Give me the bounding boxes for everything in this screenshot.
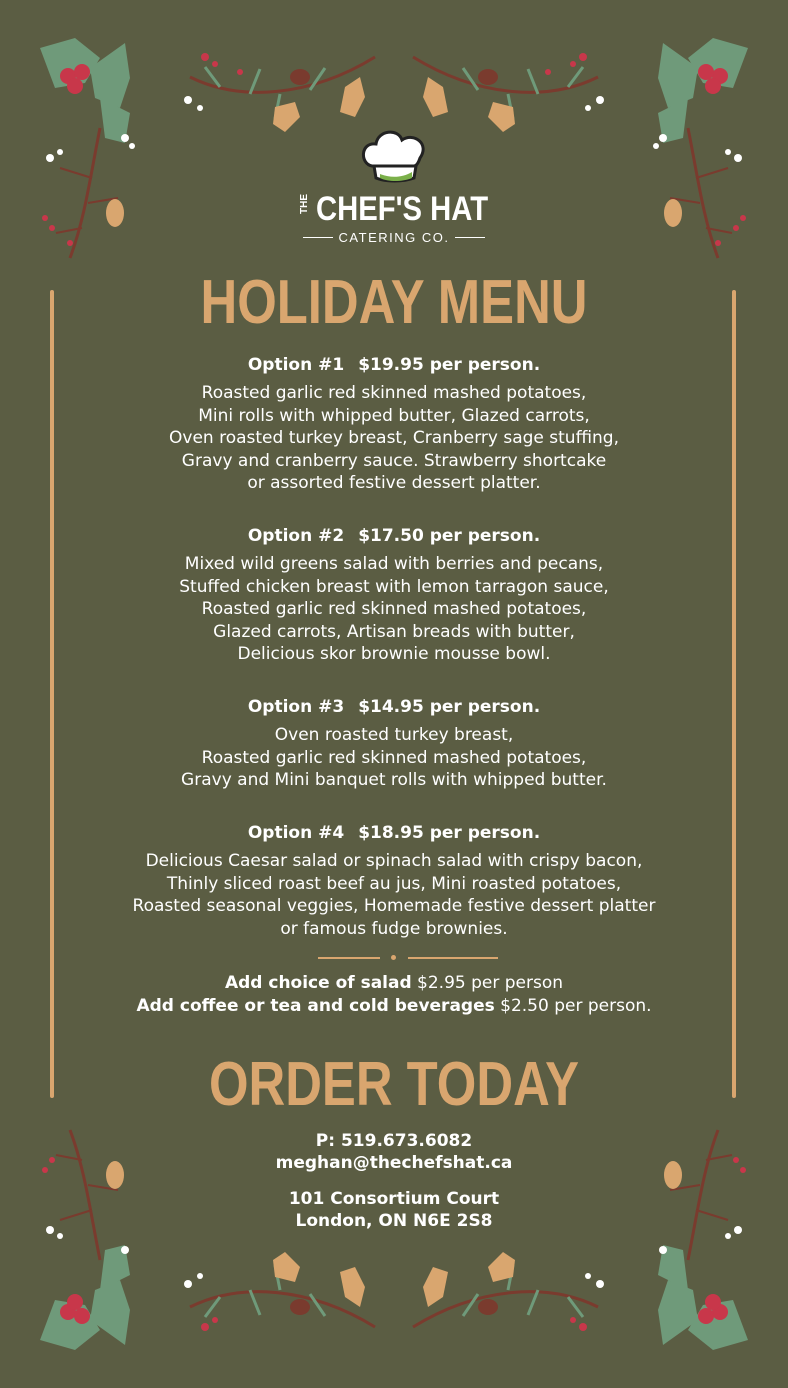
menu-line: Thinly sliced roast beef au jus, Mini roasted potatoes,: [166, 873, 622, 894]
address-line-2: London, ON N6E 2S8: [295, 1211, 493, 1231]
menu-option-3: [0, 696, 788, 792]
option-title: [0, 525, 788, 547]
holly-corner-top-left-icon: [30, 28, 150, 268]
menu-line: Oven roasted turkey breast, Cranberry sage stuffing,: [169, 428, 619, 448]
option-price: $17.50 per person.: [358, 526, 541, 546]
brand-the-label: THE: [299, 194, 310, 214]
brand-logo: [294, 126, 494, 251]
addon-price: $2.95 per person: [411, 973, 564, 993]
menu-line: Gravy and Mini banquet rolls with whipped butter.: [181, 770, 607, 790]
subtitle-rule-right: [455, 237, 485, 239]
contact-phone: P: 519.673.6082: [315, 1131, 473, 1151]
garland-top-left-icon: [180, 42, 380, 132]
option-title: [0, 354, 788, 376]
address-block: [0, 1188, 788, 1232]
garland-bottom-right-icon: [408, 1252, 608, 1342]
option-label: Option #3: [247, 697, 345, 717]
menu-option-1: [0, 354, 788, 495]
menu-line: Glazed carrots, Artisan breads with butter,: [213, 621, 575, 642]
page-title: HOLIDAY MENU: [200, 268, 588, 337]
holly-corner-top-right-icon: [638, 28, 758, 268]
addon-label: Add coffee or tea and cold beverages: [136, 996, 495, 1016]
menu-line: or assorted festive dessert platter.: [247, 473, 541, 493]
menu-option-2: [0, 525, 788, 666]
addon-line: [0, 972, 788, 995]
menu-line: Delicious Caesar salad or spinach salad with crispy bacon,: [145, 851, 643, 871]
option-price: $19.95 per person.: [358, 355, 541, 375]
divider-dot: [391, 955, 396, 960]
option-label: Option #2: [247, 526, 345, 546]
menu-line: Roasted garlic red skinned mashed potatoes,: [201, 747, 587, 768]
option-label: Option #4: [247, 823, 345, 843]
brand-subtitle: [294, 230, 494, 245]
option-label: Option #1: [247, 355, 345, 375]
chef-hat-icon: [358, 126, 430, 186]
address-line-1: 101 Consortium Court: [288, 1189, 500, 1209]
menu-line: Delicious skor brownie mousse bowl.: [237, 644, 551, 664]
brand-name: CHEF'S HAT: [316, 190, 489, 228]
addon-price: $2.50 per person.: [494, 996, 652, 1016]
order-title: ORDER TODAY: [208, 1050, 580, 1119]
addon-line: [0, 995, 788, 1018]
divider-line-right: [408, 957, 498, 959]
addons-section: [0, 972, 788, 1018]
contact-email: meghan@thechefshat.ca: [275, 1153, 513, 1173]
garland-top-right-icon: [408, 42, 608, 132]
option-price: $18.95 per person.: [358, 823, 541, 843]
menu-line: Roasted seasonal veggies, Homemade festive dessert platter: [132, 896, 656, 916]
divider-line-left: [318, 957, 380, 959]
garland-bottom-left-icon: [180, 1252, 380, 1342]
addon-label: Add choice of salad: [224, 973, 412, 993]
menu-line: Roasted garlic red skinned mashed potatoes,: [201, 383, 587, 403]
contact-block: [0, 1130, 788, 1174]
menu-line: Roasted garlic red skinned mashed potatoes,: [201, 599, 587, 619]
brand-subtitle-text: CATERING CO.: [338, 230, 450, 245]
menu-option-4: [0, 822, 788, 940]
menu-line: Mini rolls with whipped butter, Glazed carrots,: [198, 405, 590, 426]
menu-line: Mixed wild greens salad with berries and pecans,: [184, 554, 604, 574]
menu-line: Oven roasted turkey breast,: [274, 725, 514, 745]
option-title: [0, 822, 788, 844]
subtitle-rule-left: [303, 237, 333, 239]
brand-the-text: [300, 194, 310, 214]
menu-line: Stuffed chicken breast with lemon tarragon sauce,: [179, 576, 609, 597]
section-divider: [318, 956, 498, 960]
option-price: $14.95 per person.: [358, 697, 541, 717]
menu-line: or famous fudge brownies.: [280, 918, 508, 939]
menu-line: Gravy and cranberry sauce. Strawberry shortcake: [181, 450, 607, 471]
option-title: [0, 696, 788, 718]
